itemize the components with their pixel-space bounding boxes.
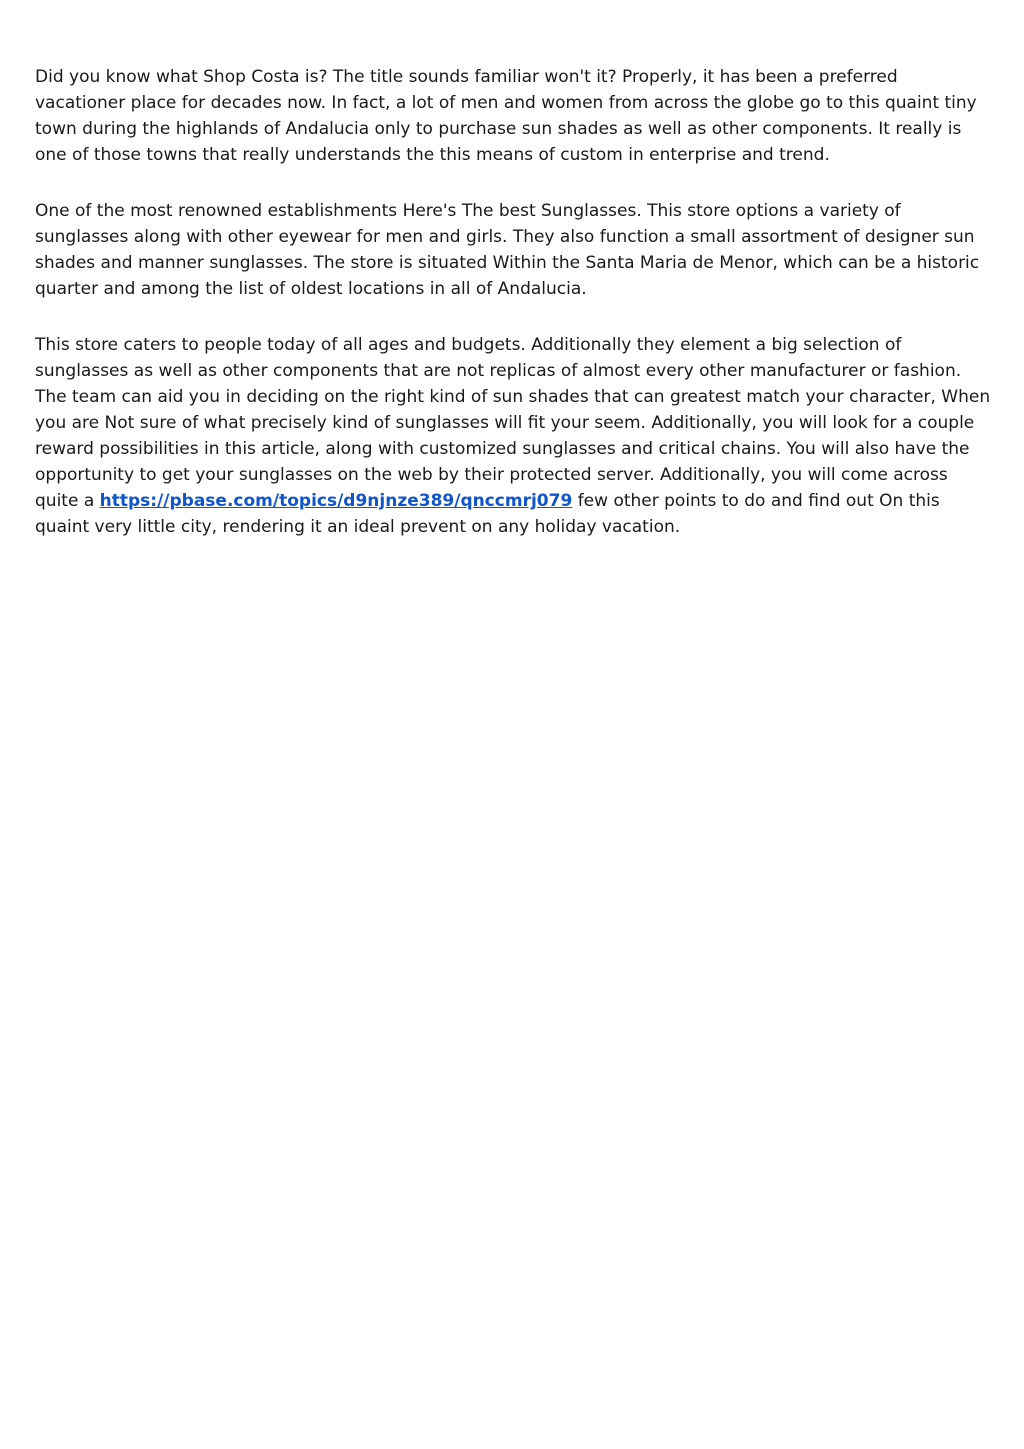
paragraph-3-text-before-link: This store caters to people today of all ages and budgets. Additionally they element a big selection of sunglasses as well as other components that are not replicas of almost every other manufacturer or fashion. The team can aid you in deciding on the right kind of sun shades that can greatest match your character, When you are Not sure of what precisely kind of sunglasses will fit your seem. Additionally, you will look for a couple reward possibilities in this article, along with customized sunglasses and critical chains. You will also have the opportunity to get your sunglasses on the web by their protected server. Additionally, you will come across quite a [35,335,991,511]
paragraph-1: Did you know what Shop Costa is? The title sounds familiar won't it? Properly, it has been a preferred vacationer place for decades now. In fact, a lot of men and women from across the globe go to this quaint tiny town during the highlands of Andalucia only to purchase sun shades as well as other components. It really is one of those towns that really understands the this means of custom in enterprise and trend. [35,67,977,165]
paragraph-3-text-after-link: few other points to do and find out On this quaint very little city, rendering it an ideal prevent on any holiday vacation. [35,491,940,537]
document-body [35,64,993,570]
pbase-link[interactable]: https://pbase.com/topics/d9njnze389/qnccmrj079 [99,491,573,511]
paragraph-2: One of the most renowned establishments Here's The best Sunglasses. This store options a variety of sunglasses along with other eyewear for men and girls. They also function a small assortment of designer sun shades and manner sunglasses. The store is situated Within the Santa Maria de Menor, which can be a historic quarter and among the list of oldest locations in all of Andalucia. [35,201,980,299]
paragraph-3 [35,332,993,540]
